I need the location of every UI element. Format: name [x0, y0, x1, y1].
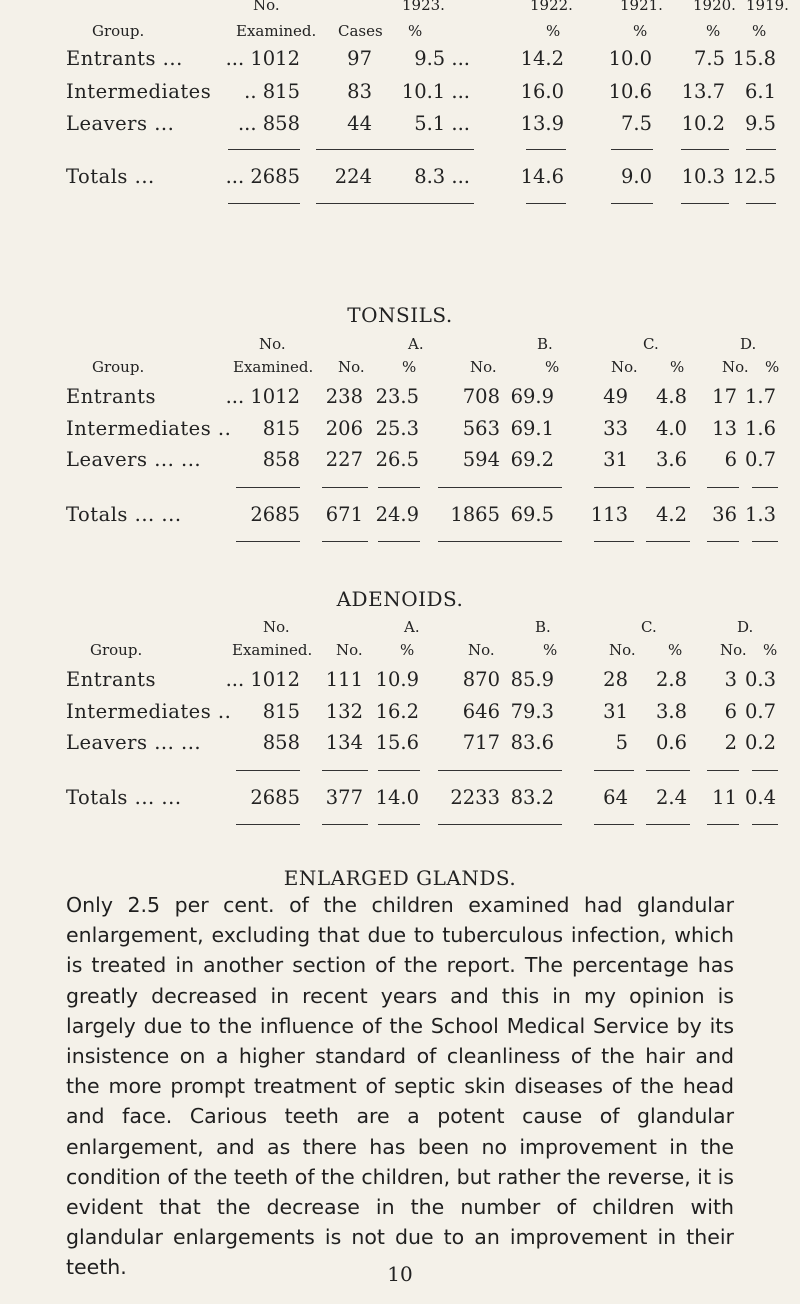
divider	[526, 149, 566, 150]
divider	[594, 770, 634, 771]
header-no: No.	[259, 335, 286, 353]
totals-a-pct: 24.9	[375, 503, 419, 526]
totals-a-no: 671	[325, 503, 363, 526]
divider	[707, 770, 739, 771]
row-examined: ... 1012	[225, 668, 300, 691]
totals-examined: 2685	[250, 503, 300, 526]
row-d-no: 2	[724, 731, 737, 754]
row-c-pct: 2.8	[655, 668, 687, 691]
divider	[228, 203, 300, 204]
header-1922: 1922.	[530, 0, 573, 14]
tonsils-title: TONSILS.	[347, 303, 453, 327]
divider	[438, 541, 562, 542]
totals-c-pct: 2.4	[655, 786, 687, 809]
row-a-no: 132	[325, 700, 363, 723]
row-group: Leavers ... ...	[66, 448, 202, 471]
header-d-pct: %	[763, 641, 778, 659]
divider	[378, 487, 420, 488]
divider	[752, 541, 778, 542]
row-b-pct: 79.3	[510, 700, 554, 723]
totals-b-no: 1865	[450, 503, 500, 526]
row-cases: 97	[347, 47, 372, 70]
row-1923-pct: 5.1 ...	[414, 112, 470, 135]
row-a-pct: 25.3	[375, 417, 419, 440]
row-1921-pct: 10.6	[608, 80, 652, 103]
header-d: D.	[740, 335, 757, 353]
header-d-no: No.	[722, 358, 749, 376]
row-group: Intermediates ..	[66, 700, 232, 723]
divider	[746, 149, 776, 150]
row-c-pct: 3.6	[655, 448, 687, 471]
row-d-no: 6	[724, 448, 737, 471]
totals-1921-pct: 9.0	[620, 165, 652, 188]
divider	[378, 541, 420, 542]
row-b-no: 870	[462, 668, 500, 691]
totals-c-pct: 4.2	[655, 503, 687, 526]
row-examined: ... 1012	[225, 385, 300, 408]
totals-1922-pct: 14.6	[520, 165, 564, 188]
divider	[646, 487, 690, 488]
divider	[752, 824, 778, 825]
row-c-no: 28	[603, 668, 628, 691]
row-group: Leavers ...	[66, 112, 175, 135]
header-1919-pct: %	[752, 22, 767, 40]
row-group: Entrants	[66, 668, 156, 691]
header-a-no: No.	[336, 641, 363, 659]
divider	[707, 541, 739, 542]
header-c-pct: %	[670, 358, 685, 376]
row-group: Entrants ...	[66, 47, 183, 70]
header-c: C.	[641, 618, 657, 636]
row-b-pct: 69.1	[510, 417, 554, 440]
row-examined: ... 1012	[225, 47, 300, 70]
row-examined: ... 858	[237, 112, 300, 135]
row-group: Intermediates ..	[66, 417, 232, 440]
header-b-no: No.	[468, 641, 495, 659]
row-c-pct: 4.8	[655, 385, 687, 408]
row-a-pct: 16.2	[375, 700, 419, 723]
row-d-pct: 0.7	[744, 700, 776, 723]
header-b: B.	[537, 335, 553, 353]
divider	[646, 541, 690, 542]
row-b-pct: 85.9	[510, 668, 554, 691]
row-c-no: 31	[603, 448, 628, 471]
header-c-no: No.	[609, 641, 636, 659]
row-c-no: 33	[603, 417, 628, 440]
totals-label: Totals ...	[66, 165, 155, 188]
divider	[236, 487, 300, 488]
row-d-no: 6	[724, 700, 737, 723]
row-c-pct: 3.8	[655, 700, 687, 723]
row-c-pct: 0.6	[655, 731, 687, 754]
row-c-pct: 4.0	[655, 417, 687, 440]
row-d-pct: 1.6	[744, 417, 776, 440]
totals-d-pct: 0.4	[744, 786, 776, 809]
row-1920-pct: 10.2	[681, 112, 725, 135]
divider	[611, 203, 653, 204]
totals-b-no: 2233	[450, 786, 500, 809]
row-b-pct: 69.2	[510, 448, 554, 471]
row-d-no: 3	[724, 668, 737, 691]
row-d-pct: 0.7	[744, 448, 776, 471]
divider	[707, 487, 739, 488]
divider	[681, 203, 729, 204]
row-c-no: 5	[615, 731, 628, 754]
totals-label: Totals ... ...	[66, 503, 182, 526]
header-a-pct: %	[402, 358, 417, 376]
totals-label: Totals ... ...	[66, 786, 182, 809]
glands-paragraph: Only 2.5 per cent. of the children examined had glandular enlargement, excluding that due to tuberculous infection, which is treated in another section of the report. The percentage has greatly decreased in recent years and this in my opinion is largely due to the influence of the School Medical Service by its insistence on a higher standard of cleanliness of the hair and the more prompt treatment of septic skin diseases of the head and face. Carious teeth are a potent cause of glandular enlargement, and as there has been no improvement in the condition of the teeth of the children, but rather the reverse, it is evident that the decrease in the number of children with glandular enlargements is not due to an improvement in their teeth.	[66, 893, 734, 1280]
divider	[236, 541, 300, 542]
divider	[322, 824, 368, 825]
header-examined: Examined.	[232, 641, 313, 659]
header-examined: Examined.	[233, 358, 314, 376]
divider	[322, 541, 368, 542]
totals-c-no: 113	[590, 503, 628, 526]
header-b-pct: %	[545, 358, 560, 376]
header-d-pct: %	[765, 358, 780, 376]
row-a-pct: 10.9	[375, 668, 419, 691]
header-b-pct: %	[543, 641, 558, 659]
header-b: B.	[535, 618, 551, 636]
divider	[707, 824, 739, 825]
divider	[322, 487, 368, 488]
row-1922-pct: 16.0	[520, 80, 564, 103]
totals-1919-pct: 12.5	[732, 165, 776, 188]
totals-a-no: 377	[325, 786, 363, 809]
row-1921-pct: 7.5	[620, 112, 652, 135]
row-b-pct: 69.9	[510, 385, 554, 408]
row-1921-pct: 10.0	[608, 47, 652, 70]
row-a-pct: 15.6	[375, 731, 419, 754]
totals-d-no: 11	[712, 786, 737, 809]
divider	[322, 770, 368, 771]
header-a: A.	[404, 618, 420, 636]
row-examined: 815	[262, 417, 300, 440]
header-group: Group.	[92, 358, 145, 376]
divider	[236, 770, 300, 771]
totals-b-pct: 83.2	[510, 786, 554, 809]
row-examined: 815	[262, 700, 300, 723]
header-b-no: No.	[470, 358, 497, 376]
row-1920-pct: 13.7	[681, 80, 725, 103]
totals-a-pct: 14.0	[375, 786, 419, 809]
row-1920-pct: 7.5	[693, 47, 725, 70]
row-examined: 858	[262, 448, 300, 471]
row-b-no: 563	[462, 417, 500, 440]
row-a-no: 206	[325, 417, 363, 440]
row-c-no: 49	[603, 385, 628, 408]
divider	[594, 487, 634, 488]
row-1922-pct: 13.9	[520, 112, 564, 135]
row-1923-pct: 10.1 ...	[401, 80, 470, 103]
row-a-no: 111	[325, 668, 363, 691]
row-b-no: 717	[462, 731, 500, 754]
header-1921: 1921.	[620, 0, 663, 14]
row-1923-pct: 9.5 ...	[414, 47, 470, 70]
totals-d-no: 36	[712, 503, 737, 526]
header-group: Group.	[92, 22, 145, 40]
divider	[526, 203, 566, 204]
row-examined: .. 815	[244, 80, 300, 103]
glands-title: ENLARGED GLANDS.	[283, 866, 517, 890]
divider	[646, 770, 690, 771]
page-number: 10	[387, 1262, 413, 1286]
divider	[611, 149, 653, 150]
divider	[746, 203, 776, 204]
divider	[681, 149, 729, 150]
header-1923: 1923.	[402, 0, 445, 14]
header-a: A.	[408, 335, 424, 353]
row-group: Entrants	[66, 385, 156, 408]
row-a-no: 134	[325, 731, 363, 754]
divider	[646, 824, 690, 825]
divider	[378, 824, 420, 825]
divider	[594, 541, 634, 542]
totals-examined: ... 2685	[225, 165, 300, 188]
row-b-no: 646	[462, 700, 500, 723]
totals-d-pct: 1.3	[744, 503, 776, 526]
totals-cases: 224	[334, 165, 372, 188]
header-examined: Examined.	[236, 22, 317, 40]
row-d-pct: 1.7	[744, 385, 776, 408]
row-a-pct: 26.5	[375, 448, 419, 471]
row-b-pct: 83.6	[510, 731, 554, 754]
row-d-pct: 0.3	[744, 668, 776, 691]
totals-c-no: 64	[603, 786, 628, 809]
header-c-pct: %	[668, 641, 683, 659]
header-d-no: No.	[720, 641, 747, 659]
row-1919-pct: 9.5	[744, 112, 776, 135]
row-1919-pct: 15.8	[732, 47, 776, 70]
header-group: Group.	[90, 641, 143, 659]
header-c-no: No.	[611, 358, 638, 376]
row-group: Intermediates	[66, 80, 212, 103]
header-no: No.	[263, 618, 290, 636]
row-group: Leavers ... ...	[66, 731, 202, 754]
header-a-pct: %	[400, 641, 415, 659]
header-1923-pct: %	[408, 22, 423, 40]
divider	[594, 824, 634, 825]
header-cases: Cases	[338, 22, 383, 40]
header-1919: 1919.	[746, 0, 789, 14]
row-b-no: 594	[462, 448, 500, 471]
row-cases: 83	[347, 80, 372, 103]
totals-examined: 2685	[250, 786, 300, 809]
row-b-no: 708	[462, 385, 500, 408]
adenoids-title: ADENOIDS.	[336, 587, 464, 611]
divider	[752, 487, 778, 488]
row-d-no: 17	[712, 385, 737, 408]
totals-1923-pct: 8.3 ...	[414, 165, 470, 188]
row-d-no: 13	[712, 417, 737, 440]
header-no: No.	[253, 0, 280, 14]
row-a-no: 227	[325, 448, 363, 471]
divider	[316, 203, 474, 204]
row-1919-pct: 6.1	[744, 80, 776, 103]
row-a-pct: 23.5	[375, 385, 419, 408]
header-1921-pct: %	[633, 22, 648, 40]
divider	[438, 487, 562, 488]
header-a-no: No.	[338, 358, 365, 376]
divider	[316, 149, 474, 150]
header-c: C.	[643, 335, 659, 353]
totals-b-pct: 69.5	[510, 503, 554, 526]
totals-1920-pct: 10.3	[681, 165, 725, 188]
divider	[752, 770, 778, 771]
divider	[438, 770, 562, 771]
row-a-no: 238	[325, 385, 363, 408]
row-c-no: 31	[603, 700, 628, 723]
row-1922-pct: 14.2	[520, 47, 564, 70]
divider	[378, 770, 420, 771]
header-1920: 1920.	[693, 0, 736, 14]
row-d-pct: 0.2	[744, 731, 776, 754]
header-d: D.	[737, 618, 754, 636]
divider	[228, 149, 300, 150]
divider	[236, 824, 300, 825]
header-1920-pct: %	[706, 22, 721, 40]
row-examined: 858	[262, 731, 300, 754]
header-1922-pct: %	[546, 22, 561, 40]
row-cases: 44	[347, 112, 372, 135]
divider	[438, 824, 562, 825]
